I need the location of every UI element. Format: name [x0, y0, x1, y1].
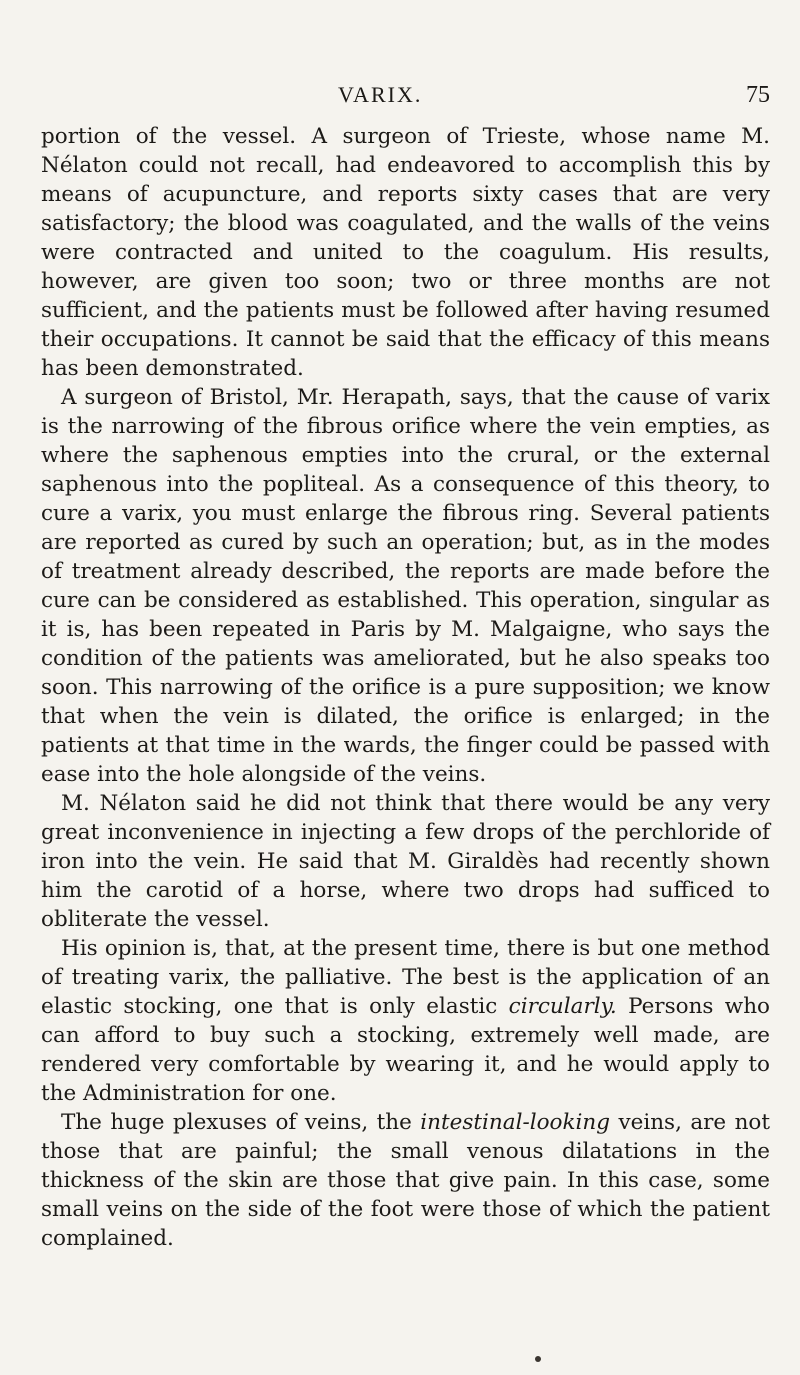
paragraph-text: The huge plexuses of veins, the	[61, 1110, 421, 1135]
paragraph-p3	[41, 789, 770, 934]
running-head	[210, 82, 770, 112]
paragraph-text: Persons who can afford to buy such a stocking, extremely well made, are rendered very comfortable by wearing it, and he would apply to the Administration for one.	[41, 994, 770, 1106]
paragraph-text: A surgeon of Bristol, Mr. Herapath, says, that the cause of varix is the narrowing of the fibrous orifice where the vein empties, as where the saphenous empties into the crural, or the external saphenous into the popliteal. As a consequence of this theory, to cure a varix, you must enlarge the fibrous ring. Several patients are reported as cured by such an operation; but, as in the modes of treatment already described, the reports are made before the cure can be considered as established. This operation, singular as it is, has been repeated in Paris by M. Malgaigne, who says the condition of the patients was ameliorated, but he also speaks too soon. This narrowing of the orifice is a pure supposition; we know that when the vein is dilated, the orifice is enlarged; in the patients at that time in the wards, the finger could be passed with ease into the hole alongside of the veins.	[41, 385, 770, 787]
paragraph-text: His opinion is, that, at the present time, there is but one method of treating varix, the palliative. The best is the application of an elastic stocking, one that is only elastic	[41, 936, 770, 1019]
paragraph-p2	[41, 383, 770, 789]
body-text	[41, 122, 770, 1253]
running-title: VARIX.	[338, 82, 423, 107]
paragraph-p5	[41, 1108, 770, 1253]
page-number: 75	[746, 82, 770, 108]
paragraph-p1	[41, 122, 770, 383]
paragraph-text: veins, are not those that are painful; the small venous dilatations in the thickness of the skin are those that give pain. In this case, some small veins on the side of the foot were those of which the patient complained.	[41, 1110, 770, 1251]
paragraph-text: M. Nélaton said he did not think that there would be any very great inconvenience in injecting a few drops of the perchloride of iron into the vein. He said that M. Giraldès had recently shown him the carotid of a horse, where two drops had sufficed to obliterate the vessel.	[41, 791, 770, 932]
paragraph-p4	[41, 934, 770, 1108]
ink-speck	[535, 1356, 541, 1362]
italic-text: intestinal-looking	[420, 1110, 611, 1135]
italic-text: circularly.	[508, 994, 617, 1019]
paragraph-text: portion of the vessel. A surgeon of Trieste, whose name M. Nélaton could not recall, had endeavored to accomplish this by means of acupuncture, and reports sixty cases that are very satisfactory; the blood was coagulated, and the walls of the veins were contracted and united to the coagulum. His results, however, are given too soon; two or three months are not sufficient, and the patients must be followed after having resumed their occupations. It cannot be said that the efficacy of this means has been demonstrated.	[41, 124, 770, 381]
